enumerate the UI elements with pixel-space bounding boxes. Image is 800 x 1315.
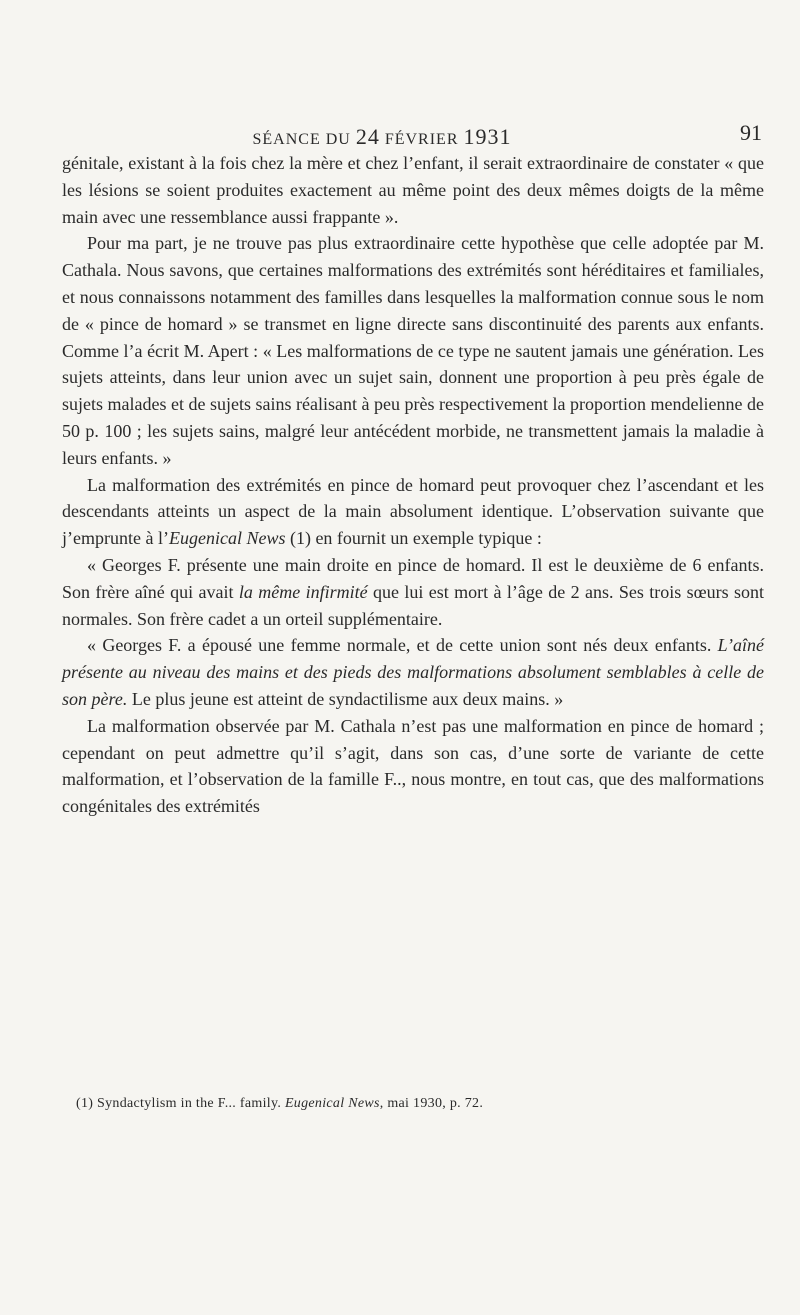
paragraph-4 [62,552,764,632]
paragraph-4-text-b: que lui est mort à l’âge de 2 ans. Ses trois sœurs sont normales. Son frère cadet a un orteil supplémentaire. [62,581,764,629]
running-head [62,124,702,150]
running-head-day: 24 [355,124,380,149]
paragraph-5-text-a: « Georges F. a épousé une femme normale, et de cette union sont nés deux enfants. [87,635,718,656]
paragraph-6: La malformation observée par M. Cathala n’est pas une malformation en pince de homard ; cependant on peut admettre qu’il s’agit, dans son cas, d’une sorte de variante de cette malformation, et l’observation de la famille F.., nous montre, en tout cas, que des malformations congénitales des extrémités [62,715,764,817]
paragraph-4-italic: la même infirmité [238,581,368,602]
paragraph-5 [62,632,764,712]
footnote-text-a: (1) Syndactylism in the F... family. [76,1096,285,1111]
paragraph-5-text-b: Le plus jeune est atteint de syndactilisme aux deux mains. » [127,688,564,709]
page-header [62,118,762,148]
body-text [62,150,764,820]
paragraph-3-text-b: (1) en fournit un exemple typique : [285,528,542,549]
page-number: 91 [740,120,762,145]
running-head-month: FÉVRIER [384,131,459,148]
paragraph-4-text-a: « Georges F. présente une main droite en pince de homard. Il est le deuxième de 6 enfants. Son frère aîné qui avait [62,554,764,602]
paragraph-2: Pour ma part, je ne trouve pas plus extraordinaire cette hypothèse que celle adoptée par M. Cathala. Nous savons, que certaines malformations des extrémités sont héréditaires et familiales, et nous connaissons notamment des familles dans lesquelles la malformation connue sous le nom de « pince de homard » se transmet en ligne directe sans discontinuité des parents aux enfants. Comme l’a écrit M. Apert : « Les malformations de ce type ne sautent jamais une génération. Les sujets atteints, dans leur union avec un sujet sain, donnent une proportion à peu près égale de sujets malades et de sujets sains réalisant à peu près respectivement la proportion mendelienne de 50 p. 100 ; les sujets sains, malgré leur antécédent morbide, ne transmettent jamais la maladie à leurs enfants. » [62,233,764,468]
footnote-text-b: , mai 1930, p. 72. [379,1096,484,1111]
paragraph-1: génitale, existant à la fois chez la mère et chez l’enfant, il serait extraordinaire de constater « que les lésions se soient produites exactement au même point des deux mêmes doigts de la même main avec une ressemblance aussi frappante ». [62,153,764,227]
paragraph-3-italic: Eugenical News [168,528,286,549]
footnote [76,1094,766,1114]
running-head-year: 1931 [463,124,512,149]
paragraph-3-text-a: La malformation des extrémités en pince de homard peut provoquer chez l’ascendant et les descendants atteints un aspect de la main absolument identique. L’observation suivante que j’emprunte à l’ [62,474,764,549]
paragraph-5-italic: L’aîné présente au niveau des mains et des pieds des malformations absolument semblables à celle de son père. [62,635,764,709]
running-head-seance: SÉANCE DU [252,131,351,148]
footnote-italic: Eugenical News [284,1096,380,1111]
paragraph-3 [62,472,764,552]
